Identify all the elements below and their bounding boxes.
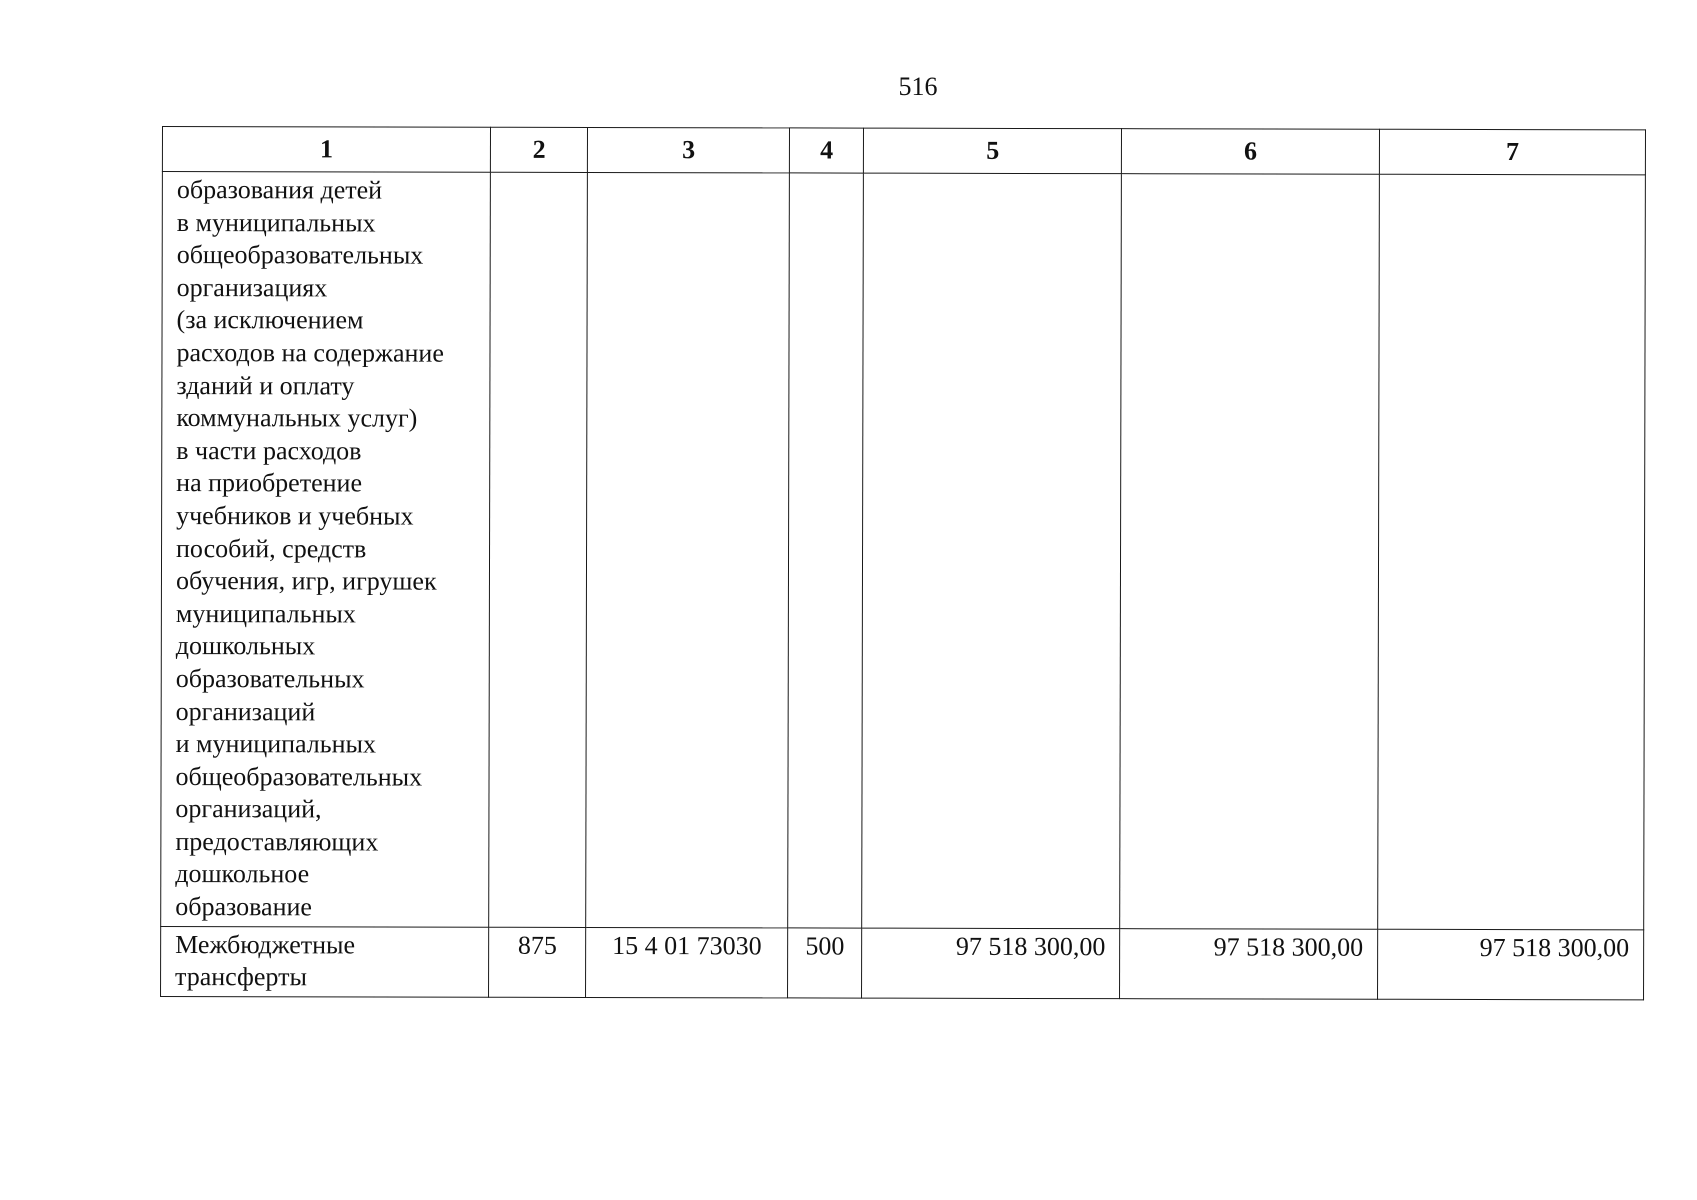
description-line: в части расходов xyxy=(176,435,362,466)
description-line: на приобретение xyxy=(176,468,363,498)
continuation-row xyxy=(161,172,1646,930)
row-col-2: 875 xyxy=(489,927,586,997)
description-line: общеобразовательных xyxy=(175,761,423,792)
description-line: образования детей xyxy=(176,175,383,205)
description-line: общеобразовательных xyxy=(176,240,424,270)
empty-cell-2 xyxy=(489,172,588,927)
row-col-5: 97 518 300,00 xyxy=(862,928,1120,999)
description-line: расходов на содержание xyxy=(176,338,444,368)
table-row xyxy=(161,926,1644,1000)
header-row xyxy=(162,127,1645,175)
description-line: обучения, игр, игрушек xyxy=(175,566,437,596)
header-col-2: 2 xyxy=(490,127,587,172)
description-line: организаций, xyxy=(175,794,322,824)
description-line: зданий и оплату xyxy=(176,370,355,400)
row-name-cell xyxy=(161,926,489,997)
row-col-6: 97 518 300,00 xyxy=(1120,928,1378,999)
description-line: муниципальных xyxy=(175,598,356,629)
description-line: предоставляющих xyxy=(175,826,379,857)
description-lines xyxy=(175,174,486,924)
empty-cell-5 xyxy=(862,173,1122,928)
header-col-7: 7 xyxy=(1379,129,1645,175)
description-line: дошкольных xyxy=(175,631,316,661)
empty-cell-4 xyxy=(788,173,864,928)
empty-cell-3 xyxy=(586,172,789,927)
budget-table xyxy=(160,126,1646,1000)
empty-cell-7 xyxy=(1378,174,1646,929)
header-col-5: 5 xyxy=(864,128,1122,174)
description-line: образовательных xyxy=(175,663,365,694)
description-line: и муниципальных xyxy=(175,729,377,759)
description-line: учебников и учебных xyxy=(176,500,414,531)
header-col-1: 1 xyxy=(162,127,490,173)
row-col-3: 15 4 01 73030 xyxy=(586,927,788,998)
description-line: пособий, средств xyxy=(176,533,367,563)
description-line: коммунальных услуг) xyxy=(176,403,418,433)
header-col-4: 4 xyxy=(789,128,863,173)
description-line: организаций xyxy=(175,696,316,726)
description-line: образование xyxy=(175,892,312,922)
row-name-line: Межбюджетные xyxy=(175,929,356,960)
description-line: организациях xyxy=(176,272,328,303)
empty-cell-6 xyxy=(1120,174,1380,929)
page-number: 516 xyxy=(898,72,938,101)
description-line: дошкольное xyxy=(175,859,310,889)
description-line: в муниципальных xyxy=(176,207,376,238)
row-name-line: трансферты xyxy=(175,962,307,992)
row-col-4: 500 xyxy=(788,928,862,998)
header-col-6: 6 xyxy=(1122,129,1380,175)
description-line: (за исключением xyxy=(176,305,364,335)
description-cell xyxy=(161,172,491,927)
header-col-3: 3 xyxy=(588,127,790,172)
row-col-7: 97 518 300,00 xyxy=(1378,929,1644,1000)
